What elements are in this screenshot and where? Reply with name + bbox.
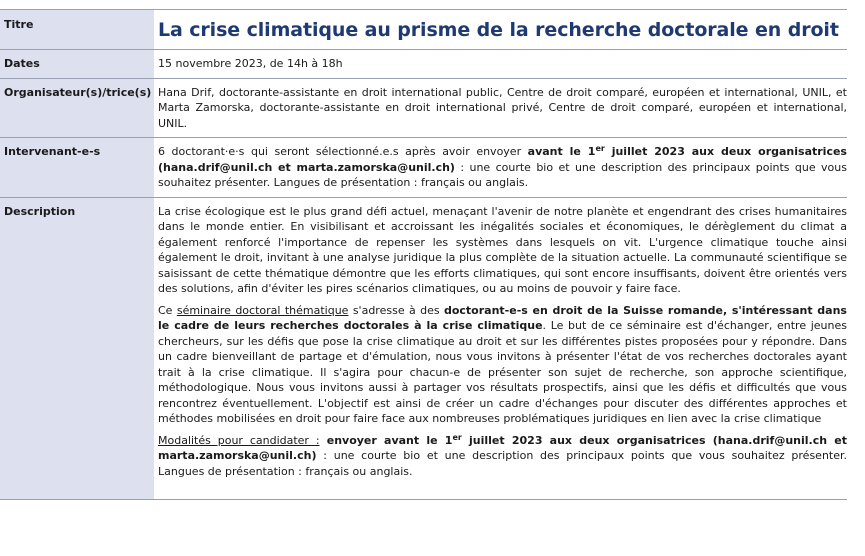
description-paragraph-1: La crise écologique est le plus grand défi actuel, menaçant l'avenir de notre planète et engendrant des crises humanitaires dans le monde entier. En visibilisant et accroissant les inégalités sociales et économiques, le dérèglement du climat a également renforcé l'importance de repenser les systèmes dans lesquels on vit. L'urgence climatique touche ainsi également le droit, invitant à une analyse juridique la plus complète de la situation actuelle. La communauté scientifique se saisissant de cette thématique démontre que les efforts climatiques, qui sont encore insuffisants, doivent être orientés vers des solutions, afin d'éviter les pires scénarios climatiques, ou au moins de pouvoir y faire face. [158, 204, 847, 295]
intervenants-text-before: 6 doctorant·e·s qui seront sélectionné.e.s après avoir envoyer [158, 145, 528, 158]
label-intervenants: Intervenant-e-s [0, 138, 154, 198]
row-titre [0, 10, 847, 50]
para2-end: . Le but de ce séminaire est d'échanger, entre jeunes chercheurs, sur les défis que pose la crise climatique au droit et sur les différentes pistes proposées pour y répondre. Dans un cadre bienveillant de partage et d'émulation, nous vous invitons à présenter l'état de vos recherches doctorales ayant trait à la crise climatique. Il s'agira pour chacun-e de présenter son sujet de recherche, son approche scientifique, méthodologique. Nous vous invitons aussi à partager vos résultats prospectifs, ainsi que les défis et difficultés que vous rencontrez éventuellement. L'objectif est ainsi de créer un cadre d'échanges pour discuter des différentes approches et méthodes mobilisées en droit pour faire face aux nombreuses problématiques juridiques en lien avec la crise climatique [158, 319, 848, 425]
label-description: Description [0, 197, 154, 500]
row-description [0, 197, 847, 500]
modalites-deadline-sup: er [452, 432, 462, 442]
seminaire-link[interactable]: séminaire doctoral thématique [176, 303, 349, 317]
intervenants-deadline-part1: avant le 1 [527, 145, 596, 158]
modalites-deadline-part2: juillet 2023 aux deux organisatrices (hana.drif@unil.ch et marta.zamorska@unil.ch) [158, 433, 847, 462]
value-organisateurs: Hana Drif, doctorante-assistante en droit international public, Centre de droit comparé, européen et international, UNIL, et Marta Zamorska, doctorante-assistante en droit international privé, Centre de droit comparé, européen et international, UNIL. [154, 78, 847, 138]
description-paragraph-2 [158, 303, 847, 427]
row-organisateurs [0, 78, 847, 138]
para2-mid: s'adresse à des [348, 303, 444, 317]
description-paragraph-3 [158, 433, 847, 480]
modalites-label: Modalités pour candidater : [158, 433, 320, 447]
value-dates: 15 novembre 2023, de 14h à 18h [154, 50, 847, 79]
intervenants-deadline-part2: juillet 2023 aux deux organisatrices (hana.drif@unil.ch et marta.zamorska@unil.ch) [158, 145, 847, 174]
row-intervenants [0, 138, 847, 198]
value-description [154, 197, 847, 500]
label-dates: Dates [0, 50, 154, 79]
value-titre [154, 10, 847, 50]
row-dates [0, 50, 847, 79]
para2-bold: doctorant-e-s en droit de la Suisse romande, s'intéressant dans le cadre de leurs recherches doctorales à la crise climatique [158, 303, 847, 332]
modalites-end: : une courte bio et une description des principaux points que vous souhaitez présenter. Langues de présentation : français ou anglais. [158, 449, 847, 478]
seminar-info-table [0, 9, 847, 500]
page-title: La crise climatique au prisme de la recherche doctorale en droit [158, 19, 839, 41]
label-titre: Titre [0, 10, 154, 50]
intervenants-deadline-sup: er [595, 144, 605, 153]
intervenants-text-after: : une courte bio et une description des principaux points que vous souhaitez présenter. Langues de présentation : français ou anglais. [158, 160, 847, 189]
para2-start: Ce [158, 303, 177, 317]
value-intervenants [154, 138, 847, 198]
label-organisateurs: Organisateur(s)/trice(s) [0, 78, 154, 138]
modalites-deadline-part1: envoyer avant le 1 [319, 433, 453, 447]
